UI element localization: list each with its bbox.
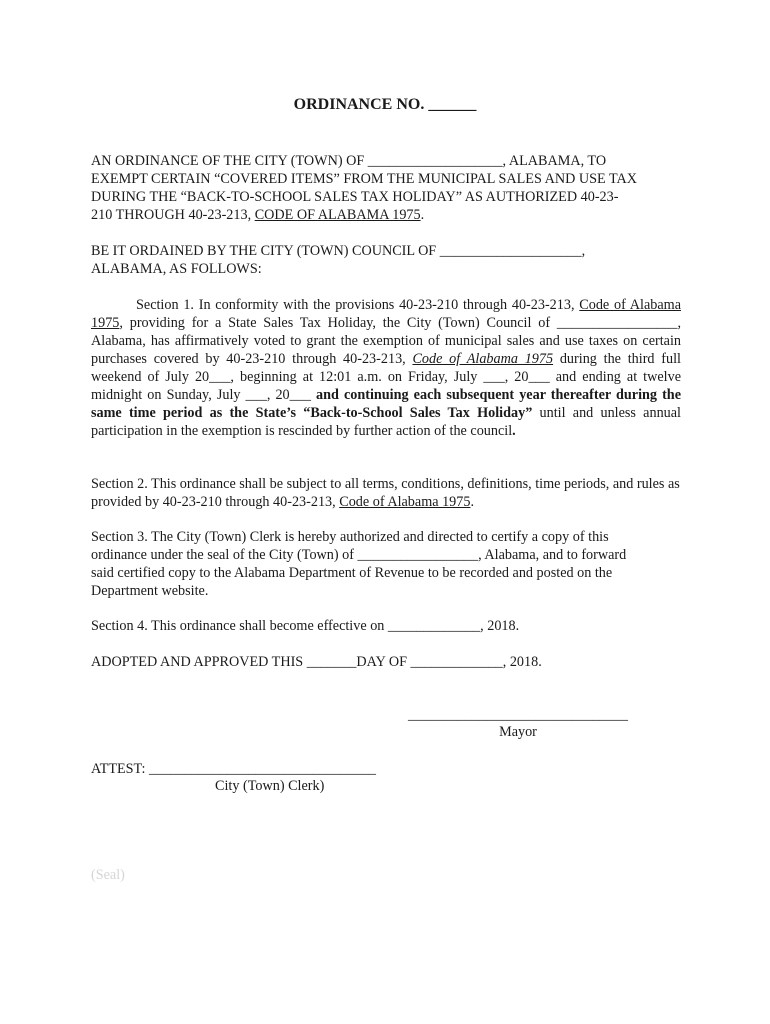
- mayor-label: Mayor: [499, 724, 537, 740]
- intro-paragraph: [91, 152, 681, 224]
- mayor-signature-line: _______________________________: [408, 707, 628, 723]
- section-2-code-citation: Code of Alabama 1975: [339, 494, 471, 510]
- intro-line-4-suffix: .: [420, 207, 425, 223]
- section-1-paragraph: [91, 296, 681, 440]
- section-3-line-4: Department website.: [91, 583, 209, 599]
- section-2-paragraph: [91, 475, 681, 511]
- intro-line-4-prefix: 210 THROUGH 40-23-213,: [91, 207, 255, 223]
- clerk-label: City (Town) Clerk): [215, 778, 325, 794]
- ordained-line-2: ALABAMA, AS FOLLOWS:: [91, 261, 262, 277]
- ordinance-title: ORDINANCE NO. ______: [293, 96, 477, 113]
- attest-line: ATTEST: ________________________________: [91, 761, 377, 777]
- intro-line-1: AN ORDINANCE OF THE CITY (TOWN) OF ___________________, ALABAMA, TO: [91, 153, 607, 169]
- section-3-line-1: Section 3. The City (Town) Clerk is hereby authorized and directed to certify a copy of this: [91, 529, 609, 545]
- ordained-paragraph: [91, 242, 681, 278]
- section-1-end: .: [512, 423, 516, 439]
- intro-line-2: EXEMPT CERTAIN “COVERED ITEMS” FROM THE MUNICIPAL SALES AND USE TAX: [91, 171, 638, 187]
- section-1-part-2: , providing for a State Sales Tax Holiday, the City (Town) Council of _________________, Alabama, has affirmatively voted to grant the exemption of municipal sales and use taxes on certain purchases covered by 40-23-210 through 40-23-213,: [91, 315, 681, 367]
- section-3-line-2: ordinance under the seal of the City (Town) of _________________, Alabama, and to forward: [91, 547, 627, 563]
- section-2-part-1: Section 2. This ordinance shall be subject to all terms, conditions, definitions, time periods, and rules as provided by 40-23-210 through 40-23-213,: [91, 476, 680, 510]
- adopted-line: ADOPTED AND APPROVED THIS _______DAY OF _____________, 2018.: [91, 654, 542, 670]
- section-1-part-1: Section 1. In conformity with the provisions 40-23-210 through 40-23-213,: [136, 297, 580, 313]
- section-2-end: .: [470, 494, 475, 510]
- section-3-paragraph: [91, 528, 681, 600]
- intro-line-4: [91, 206, 681, 224]
- intro-code-citation: CODE OF ALABAMA 1975: [254, 207, 421, 223]
- ordained-line-1: BE IT ORDAINED BY THE CITY (TOWN) COUNCIL OF ____________________,: [91, 243, 586, 259]
- section-1-bold-clause: and continuing each subsequent year thereafter during the same time period as the State’s “Back-to-School Sales Tax Holiday”: [91, 387, 681, 421]
- section-1-code-citation-1: Code of Alabama 1975: [91, 297, 681, 331]
- section-1-code-citation-2: Code of Alabama 1975: [412, 351, 554, 367]
- intro-line-3: DURING THE “BACK-TO-SCHOOL SALES TAX HOLIDAY” AS AUTHORIZED 40-23-: [91, 189, 619, 205]
- section-1-part-4: until and unless annual participation in the exemption is rescinded by further action of the council: [91, 405, 681, 439]
- section-4-paragraph: Section 4. This ordinance shall become effective on _____________, 2018.: [91, 618, 520, 634]
- section-3-line-3: said certified copy to the Alabama Department of Revenue to be recorded and posted on the: [91, 565, 613, 581]
- seal-placeholder: (Seal): [91, 867, 125, 883]
- section-1-part-3: during the third full weekend of July 20___, beginning at 12:01 a.m. on Friday, July ___, 20___ and ending at twelve midnight on Sunday, July ___, 20___: [91, 351, 681, 403]
